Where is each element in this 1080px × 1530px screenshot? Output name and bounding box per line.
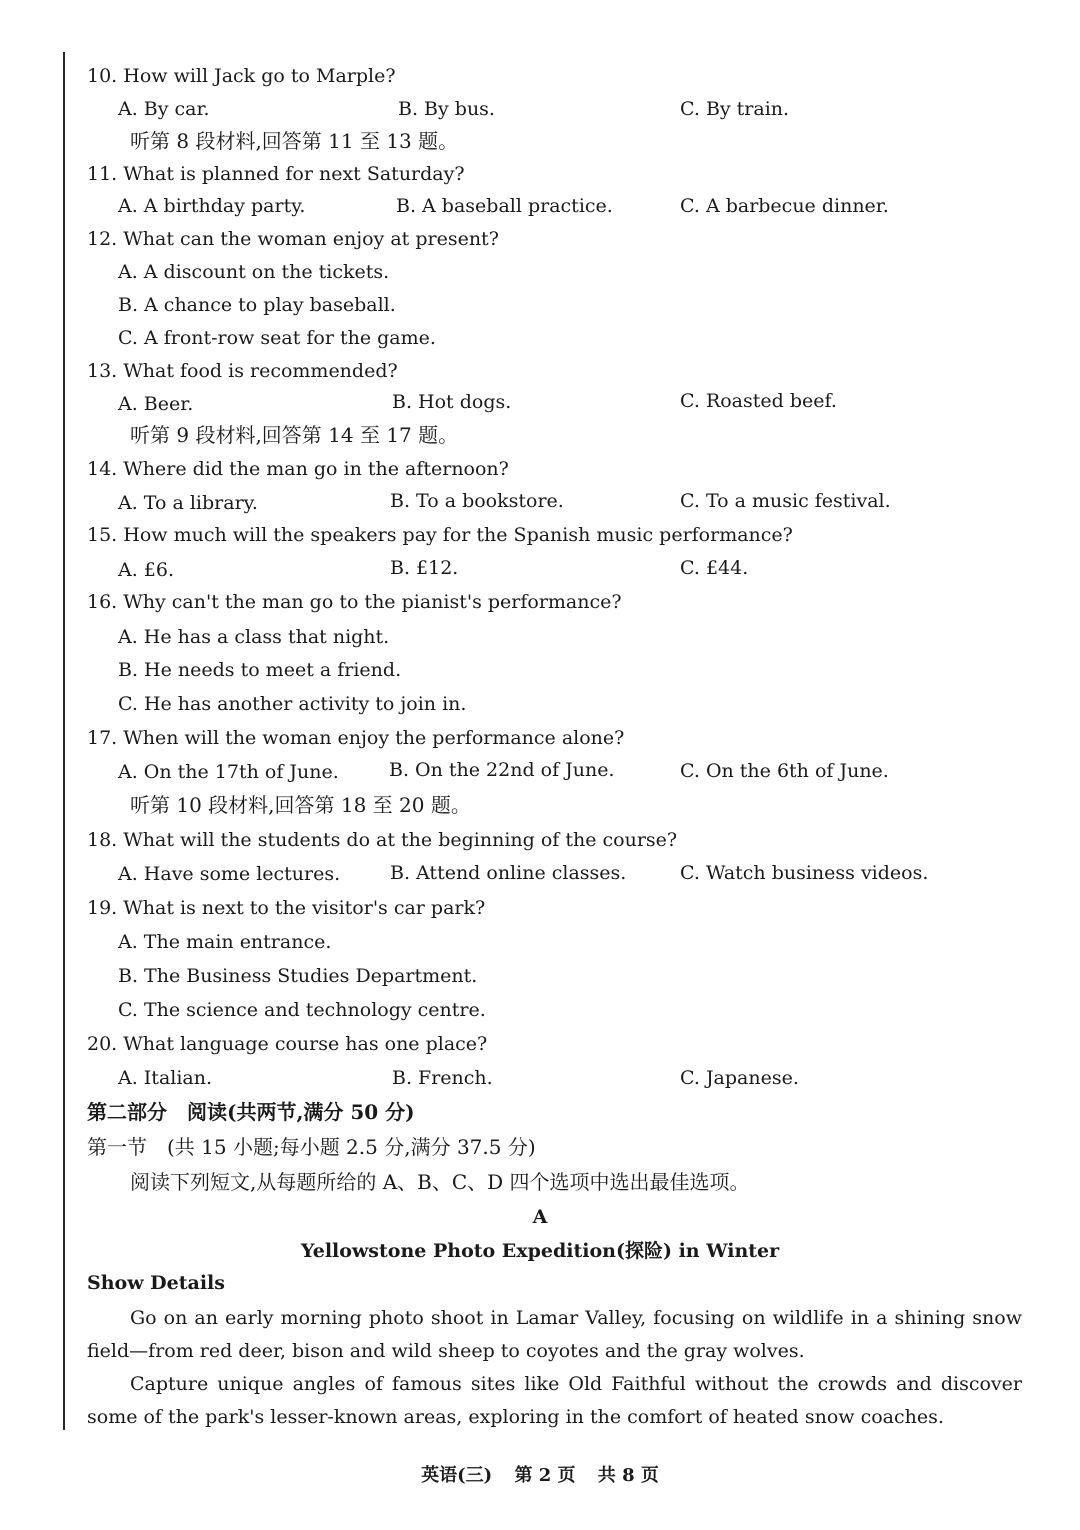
q13-option-b: B. Hot dogs. [392, 391, 512, 413]
question-10: 10. How will Jack go to Marple? [87, 65, 396, 87]
question-16: 16. Why can't the man go to the pianist's performance? [87, 591, 622, 613]
footer-page-number: 第 2 页 [514, 1465, 576, 1486]
question-13: 13. What food is recommended? [87, 360, 398, 382]
q10-option-c: C. By train. [680, 98, 790, 120]
q16-option-c: C. He has another activity to join in. [118, 693, 467, 715]
page-footer [0, 1461, 1080, 1487]
q17-option-a: A. On the 17th of June. [118, 761, 339, 783]
q12-option-c: C. A front-row seat for the game. [118, 327, 436, 349]
q18-option-b: B. Attend online classes. [390, 862, 627, 884]
question-19: 19. What is next to the visitor's car park? [87, 897, 486, 919]
q13-option-c: C. Roasted beef. [680, 390, 837, 412]
q20-option-c: C. Japanese. [680, 1067, 799, 1089]
q14-option-c: C. To a music festival. [680, 490, 891, 512]
q10-option-b: B. By bus. [398, 98, 495, 120]
reading-directions: 阅读下列短文,从每题所给的 A、B、C、D 四个选项中选出最佳选项。 [130, 1170, 750, 1194]
part2-heading: 第二部分 阅读(共两节,满分 50 分) [87, 1100, 415, 1124]
footer-total-pages: 共 8 页 [597, 1465, 659, 1486]
instruction-passage-8: 听第 8 段材料,回答第 11 至 13 题。 [130, 129, 459, 153]
question-14: 14. Where did the man go in the afternoon? [87, 458, 509, 480]
q12-option-b: B. A chance to play baseball. [118, 294, 396, 316]
q16-option-b: B. He needs to meet a friend. [118, 659, 402, 681]
instruction-passage-9: 听第 9 段材料,回答第 14 至 17 题。 [130, 423, 459, 447]
q20-option-a: A. Italian. [118, 1067, 213, 1089]
q17-option-b: B. On the 22nd of June. [389, 759, 615, 781]
q12-option-a: A. A discount on the tickets. [118, 261, 390, 283]
q18-option-c: C. Watch business videos. [680, 862, 929, 884]
footer-subject: 英语(三) [421, 1465, 493, 1486]
q15-option-a: A. £6. [118, 559, 175, 581]
q11-option-c: C. A barbecue dinner. [680, 195, 889, 217]
q14-option-b: B. To a bookstore. [390, 490, 564, 512]
q15-option-c: C. £44. [680, 557, 749, 579]
q19-option-a: A. The main entrance. [118, 931, 332, 953]
q17-option-c: C. On the 6th of June. [680, 760, 889, 782]
passage-paragraph-1: Go on an early morning photo shoot in Lamar Valley, focusing on wildlife in a shining snow field—from red deer, bison and wild sheep to coyotes and the gray wolves. [87, 1307, 1022, 1362]
question-20: 20. What language course has one place? [87, 1033, 488, 1055]
q14-option-a: A. To a library. [118, 492, 258, 514]
q19-option-c: C. The science and technology centre. [118, 999, 486, 1021]
q19-option-b: B. The Business Studies Department. [118, 965, 478, 987]
question-17: 17. When will the woman enjoy the performance alone? [87, 727, 625, 749]
q11-option-a: A. A birthday party. [118, 195, 306, 217]
passage-title: Yellowstone Photo Expedition(探险) in Winter [300, 1240, 780, 1262]
section1-heading: 第一节 (共 15 小题;每小题 2.5 分,满分 37.5 分) [87, 1135, 536, 1159]
q13-option-a: A. Beer. [118, 393, 194, 415]
q15-option-b: B. £12. [390, 557, 459, 579]
question-15: 15. How much will the speakers pay for the Spanish music performance? [87, 524, 793, 546]
q10-option-a: A. By car. [118, 98, 210, 120]
passage-label: A [532, 1206, 548, 1228]
passage-subheading: Show Details [87, 1272, 225, 1294]
instruction-passage-10: 听第 10 段材料,回答第 18 至 20 题。 [130, 793, 471, 817]
q18-option-a: A. Have some lectures. [118, 863, 341, 885]
question-12: 12. What can the woman enjoy at present? [87, 228, 499, 250]
question-18: 18. What will the students do at the beginning of the course? [87, 829, 678, 851]
q11-option-b: B. A baseball practice. [396, 195, 613, 217]
passage-paragraph-2: Capture unique angles of famous sites like Old Faithful without the crowds and discover some of the park's lesser-known areas, exploring in the comfort of heated snow coaches. [87, 1373, 1022, 1428]
q20-option-b: B. French. [392, 1067, 493, 1089]
q16-option-a: A. He has a class that night. [118, 626, 390, 648]
question-11: 11. What is planned for next Saturday? [87, 163, 465, 185]
